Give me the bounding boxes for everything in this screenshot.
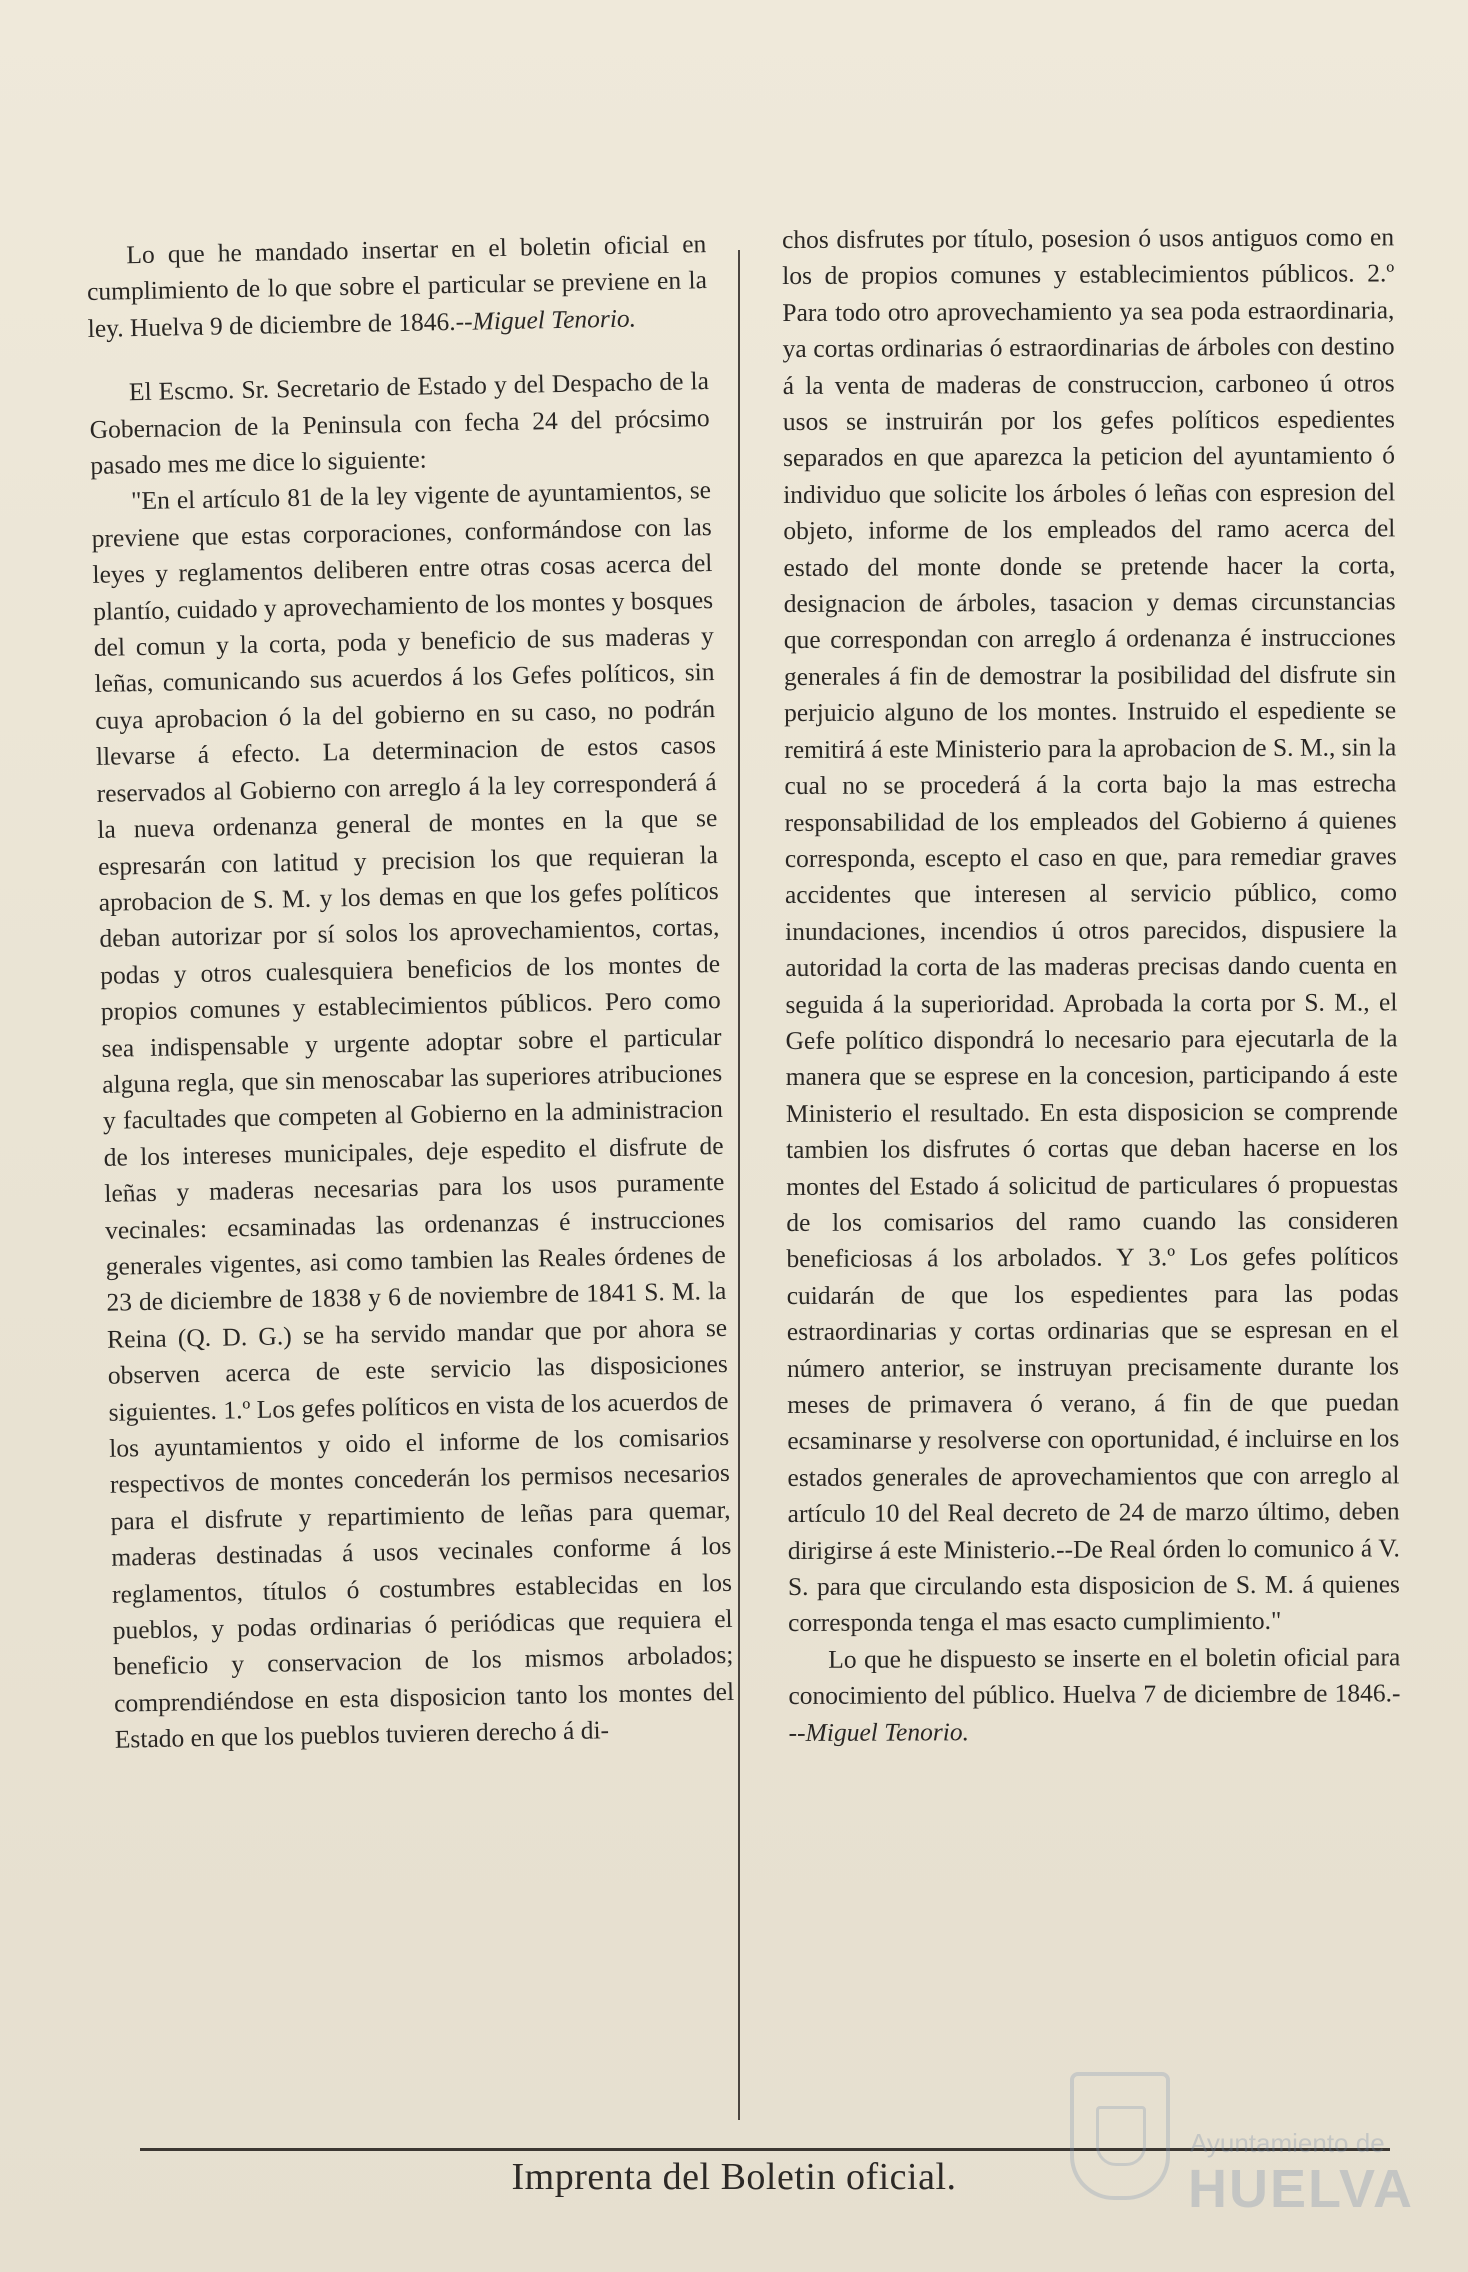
intro-signature: Miguel Tenorio.	[472, 303, 637, 336]
intro-paragraph	[86, 226, 708, 347]
intro-text: Lo que he mandado insertar en el boletin oficial en cumplimiento de lo que sobre el particular se previene en la ley. Huelva 9 de diciembre de 1846.--	[86, 229, 708, 343]
footer-imprint: Imprenta del Boletin oficial.	[511, 2156, 957, 2198]
decree-continuation-paragraph: chos disfrutes por título, posesion ó usos antiguos como en los de propios comunes y establecimientos públicos. 2.º Para todo otro aprovechamiento ya sea poda estraordinaria, ya cortas ordinarias ó estraordinarias de árboles con destino á la venta de maderas de construccion, carboneo ú otros usos se instruirán por los gefes políticos espedientes separados en que aparezca la peticion del ayuntamiento ó individuo que solicite los árboles ó leñas con espresion del objeto, informe de los empleados del ramo acerca del estado del monte donde se pretende hacer la corta, designacion de árboles, tasacion y demas circunstancias que correspondan con arreglo á ordenanza é instrucciones generales á fin de demostrar la posibilidad del disfrute sin perjuicio alguno de los montes. Instruido el espediente se remitirá á este Ministerio para la aprobacion de S. M., sin la cual no se procederá á la corta bajo la mas estrecha responsabilidad de los empleados del Gobierno á quienes corresponda, escepto el caso en que, para remediar graves accidentes que interesen al servicio público, como inundaciones, incendios ú otros parecidos, dispusiere la autoridad la corta de las maderas precisas dando cuenta en seguida á la superioridad. Aprobada la corta por S. M., el Gefe político dispondrá lo necesario para ejecutarla de la manera que se esprese en la concesion, participando á este Ministerio el resultado. En esta disposicion se comprende tambien los disfrutes ó cortas que deban hacerse en los montes del Estado á solicitud de particulares ó propuestas de los comisarios del ramo cuando las consideren beneficiosas á los arbolados. Y 3.º Los gefes políticos cuidarán de que los espedientes para las podas estraordinarias y cortas ordinarias que se espresan en el número anterior, se instruyan precisamente durante los meses de primavera ó verano, á fin de que puedan ecsaminarse y resolverse con oportunidad, é incluirse en los estados generales de aprovechamientos que con arreglo al artículo 10 del Real decreto de 24 de marzo último, deben dirigirse á este Ministerio.--De Real órden lo comunico á V. S. para que circulando esta disposicion de S. M. á quienes corresponda tenga el mas esacto cumplimiento."	[782, 222, 1401, 1638]
closing-text: Lo que he dispuesto se inserte en el boletin oficial para conocimiento del público. Huelva 7 de diciembre de 1846.---	[788, 1642, 1401, 1747]
closing-paragraph	[788, 1639, 1400, 1751]
column-divider	[738, 250, 740, 2120]
left-column	[86, 226, 735, 1758]
secretary-paragraph: El Escmo. Sr. Secretario de Estado y del Despacho de la Gobernacion de la Peninsula con fecha 24 del prócsimo pasado mes me dice lo siguiente:	[89, 366, 710, 480]
watermark-line2: HUELVA	[1188, 2159, 1414, 2219]
archive-watermark	[1060, 2050, 1420, 2250]
watermark-line1: Ayuntamiento de	[1190, 2128, 1385, 2158]
right-column	[782, 219, 1401, 1751]
decree-paragraph: "En el artículo 81 de la ley vigente de ayuntamientos, se previene que estas corporaciones, conformándose con las leyes y reglamentos deliberen entre otras cosas acerca del plantío, cuidado y aprovechamiento de los montes y bosques del comun y la corta, poda y beneficio de sus maderas y leñas, comunicando sus acuerdos á los Gefes políticos, sin cuya aprobacion ó la del gobierno en su caso, no podrán llevarse á efecto. La determinacion de estos casos reservados al Gobierno con arreglo á la ley corresponderá á la nueva ordenanza general de montes en la que se espresarán con latitud y precision los que requieran la aprobacion de S. M. y los demas en que los gefes políticos deban autorizar por sí solos los aprovechamientos, cortas, podas y otros cualesquiera beneficios de los montes de propios comunes y establecimientos públicos. Pero como sea indispensable y urgente adoptar sobre el particular alguna regla, que sin menoscabar las superiores atribuciones y facultades que competen al Gobierno en la administracion de los intereses municipales, deje espedito el disfrute de leñas y maderas necesarias para los usos puramente vecinales: ecsaminadas las ordenanzas é instrucciones generales vigentes, asi como tambien las Reales órdenes de 23 de diciembre de 1838 y 6 de noviembre de 1841 S. M. la Reina (Q. D. G.) se ha servido mandar que por ahora se observen acerca de este servicio las disposiciones siguientes. 1.º Los gefes políticos en vista de los acuerdos de los ayuntamientos y oido el informe de los comisarios respectivos de montes concederán los permisos necesarios para el disfrute y repartimiento de leñas para quemar, maderas destinadas á usos vecinales conforme á los reglamentos, títulos ó costumbres establecidas en los pueblos, y podas ordinarias ó periódicas que requiera el beneficio y conservacion de los mismos arbolados; comprendiéndose en esta disposicion tanto los montes del Estado en que los pueblos tuvieren derecho á di-	[91, 475, 735, 1754]
closing-signature: Miguel Tenorio.	[805, 1716, 970, 1747]
coat-of-arms-icon	[1070, 2072, 1170, 2200]
